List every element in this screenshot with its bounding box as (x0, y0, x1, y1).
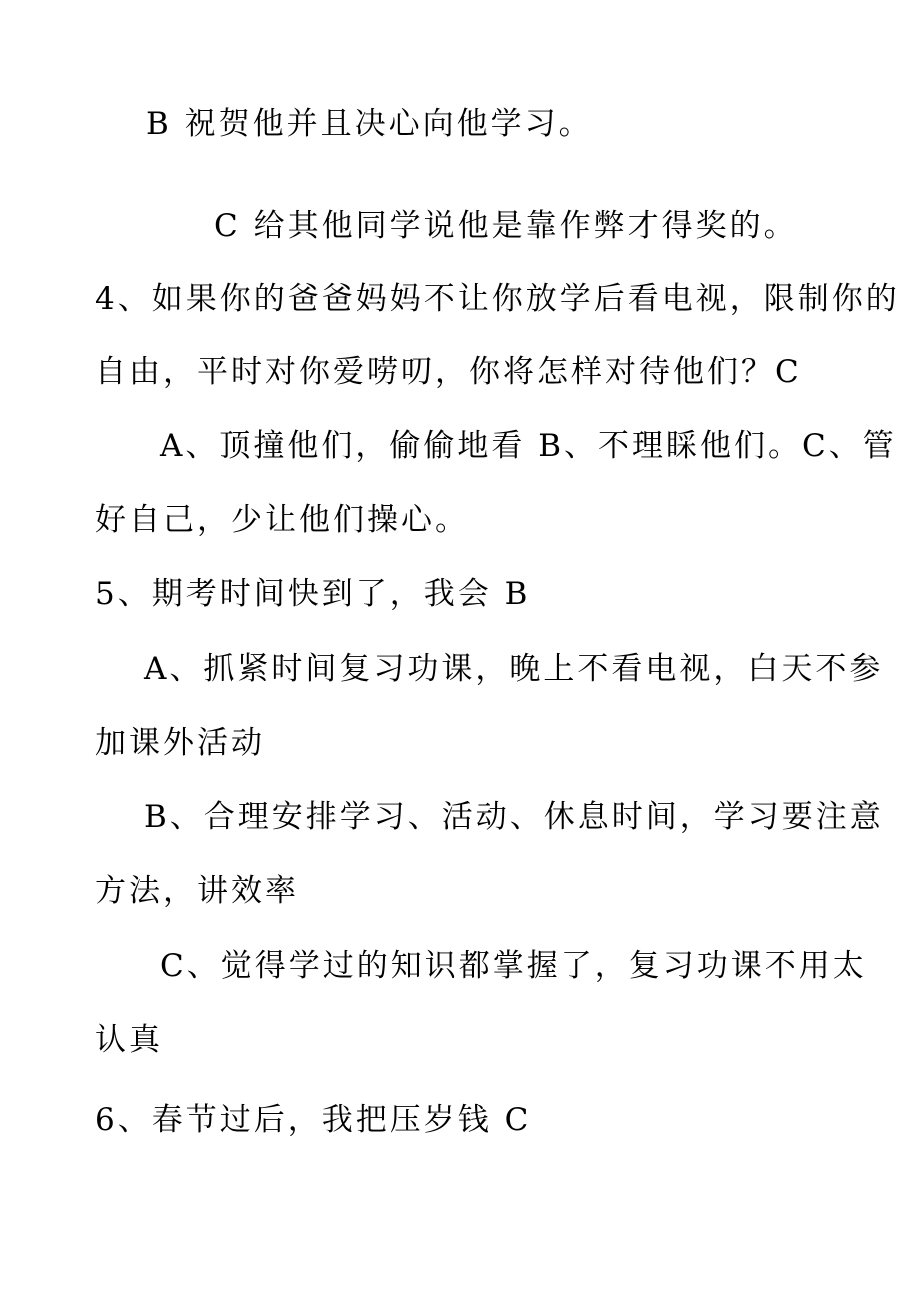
question-4-line-2: 自由，平时对你爱唠叨，你将怎样对待他们？C (95, 354, 802, 390)
option-5b-line-1: B、合理安排学习、活动、休息时间，学习要注意 (144, 799, 884, 835)
option-3c-text: C 给其他同学说他是靠作弊才得奖的。 (214, 208, 798, 244)
option-5a-line-2: 加课外活动 (95, 725, 265, 761)
option-5c-line-2: 认真 (95, 1022, 163, 1058)
option-5b-line-2: 方法，讲效率 (95, 873, 299, 909)
question-4-line-1: 4、如果你的爸爸妈妈不让你放学后看电视，限制你的 (95, 281, 900, 317)
option-5c-line-1: C、觉得学过的知识都掌握了，复习功课不用太 (160, 948, 867, 984)
option-3b-text: B 祝贺他并且决心向他学习。 (146, 106, 593, 142)
question-4-options-line-1: A、顶撞他们，偷偷地看 B、不理睬他们。C、管 (160, 428, 897, 464)
option-5a-line-1: A、抓紧时间复习功课，晚上不看电视，白天不参 (144, 651, 884, 687)
question-5-text: 5、期考时间快到了，我会 B (95, 576, 531, 612)
question-4-options-line-2: 好自己，少让他们操心。 (95, 502, 469, 538)
question-6-text: 6、春节过后，我把压岁钱 C (95, 1102, 532, 1138)
